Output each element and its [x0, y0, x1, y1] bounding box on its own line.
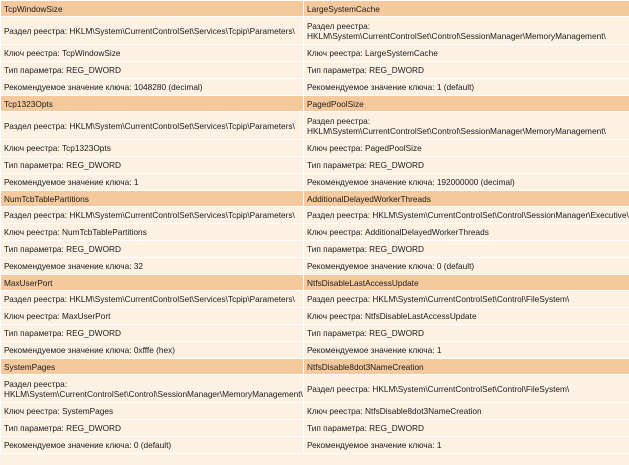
parameter-detail-left: Ключ реестра: TcpWindowSize	[1, 45, 304, 62]
parameter-detail-row	[1, 45, 629, 62]
parameter-detail-right: Рекомендуемое значение ключа: 0 (default)	[304, 258, 629, 275]
parameter-detail-right: Тип параметра: REG_DWORD	[304, 420, 629, 437]
parameter-detail-row	[1, 342, 629, 359]
parameter-detail-left: Тип параметра: REG_DWORD	[1, 157, 304, 174]
parameter-detail-left: Раздел реестра: HKLM\System\CurrentControlSet\Services\Tcpip\Parameters\	[1, 291, 304, 308]
parameter-detail-row	[1, 17, 629, 45]
parameter-detail-right: Раздел реестра: HKLM\System\CurrentControlSet\Control\SessionManager\Executive\	[304, 207, 629, 224]
parameter-detail-right: Раздел реестра: HKLM\System\CurrentControlSet\Control\FileSystem\	[304, 291, 629, 308]
parameter-detail-row	[1, 157, 629, 174]
parameter-detail-right: Тип параметра: REG_DWORD	[304, 241, 629, 258]
parameter-name-left: TcpWindowSize	[1, 1, 304, 17]
parameter-detail-left: Ключ реестра: Tcp1323Opts	[1, 140, 304, 157]
parameter-detail-left: Тип параметра: REG_DWORD	[1, 62, 304, 79]
parameter-header-row	[1, 1, 629, 17]
parameter-detail-right: Ключ реестра: PagedPoolSize	[304, 140, 629, 157]
parameter-detail-row	[1, 258, 629, 275]
parameter-detail-row	[1, 420, 629, 437]
parameter-detail-left: Тип параметра: REG_DWORD	[1, 420, 304, 437]
parameter-detail-row	[1, 241, 629, 258]
parameter-detail-right: Ключ реестра: NtfsDisable8dot3NameCreation	[304, 403, 629, 420]
parameter-detail-row	[1, 174, 629, 191]
registry-table-body	[1, 1, 629, 454]
parameter-detail-left: Раздел реестра: HKLM\System\CurrentControlSet\Services\Tcpip\Parameters\	[1, 207, 304, 224]
parameter-detail-left: Рекомендуемое значение ключа: 0xfffe (hex)	[1, 342, 304, 359]
parameter-detail-right: Ключ реестра: NtfsDisableLastAccessUpdate	[304, 308, 629, 325]
parameter-name-right: NtfsDisableLastAccessUpdate	[304, 275, 629, 291]
parameter-detail-right: Ключ реестра: AdditionalDelayedWorkerThreads	[304, 224, 629, 241]
parameter-detail-left: Тип параметра: REG_DWORD	[1, 325, 304, 342]
parameter-detail-right: Рекомендуемое значение ключа: 192000000 (decimal)	[304, 174, 629, 191]
parameter-name-left: MaxUserPort	[1, 275, 304, 291]
parameter-header-row	[1, 96, 629, 112]
parameter-detail-left: Ключ реестра: NumTcbTablePartitions	[1, 224, 304, 241]
parameter-detail-left: Тип параметра: REG_DWORD	[1, 241, 304, 258]
parameter-detail-row	[1, 62, 629, 79]
parameter-detail-left: Рекомендуемое значение ключа: 0 (default)	[1, 437, 304, 454]
parameter-detail-left: Раздел реестра: HKLM\System\CurrentControlSet\Services\Tcpip\Parameters\	[1, 112, 304, 140]
parameter-detail-right: Рекомендуемое значение ключа: 1 (default)	[304, 79, 629, 96]
parameter-detail-row	[1, 325, 629, 342]
parameter-detail-right: Раздел реестра: HKLM\System\CurrentControlSet\Control\SessionManager\MemoryManagement\	[304, 112, 629, 140]
parameter-detail-row	[1, 437, 629, 454]
parameter-name-left: SystemPages	[1, 359, 304, 375]
parameter-header-row	[1, 359, 629, 375]
parameter-detail-row	[1, 140, 629, 157]
parameter-name-right: NtfsDisable8dot3NameCreation	[304, 359, 629, 375]
parameter-detail-right: Рекомендуемое значение ключа: 1	[304, 437, 629, 454]
parameter-header-row	[1, 191, 629, 207]
parameter-detail-left: Ключ реестра: SystemPages	[1, 403, 304, 420]
parameter-detail-row	[1, 308, 629, 325]
parameter-detail-left: Рекомендуемое значение ключа: 1048280 (decimal)	[1, 79, 304, 96]
parameter-detail-right: Рекомендуемое значение ключа: 1	[304, 342, 629, 359]
parameter-detail-row	[1, 375, 629, 403]
parameter-detail-row	[1, 79, 629, 96]
parameter-detail-right: Тип параметра: REG_DWORD	[304, 62, 629, 79]
parameter-name-left: Tcp1323Opts	[1, 96, 304, 112]
parameter-name-left: NumTcbTablePartitions	[1, 191, 304, 207]
parameter-detail-row	[1, 224, 629, 241]
parameter-name-right: PagedPoolSize	[304, 96, 629, 112]
parameter-detail-left: Ключ реестра: MaxUserPort	[1, 308, 304, 325]
parameter-detail-left: Раздел реестра: HKLM\System\CurrentControlSet\Control\SessionManager\MemoryManagement\	[1, 375, 304, 403]
parameter-detail-left: Рекомендуемое значение ключа: 32	[1, 258, 304, 275]
parameter-detail-left: Раздел реестра: HKLM\System\CurrentControlSet\Services\Tcpip\Parameters\	[1, 17, 304, 45]
parameter-detail-right: Раздел реестра: HKLM\System\CurrentControlSet\Control\SessionManager\MemoryManagement\	[304, 17, 629, 45]
parameter-detail-left: Рекомендуемое значение ключа: 1	[1, 174, 304, 191]
parameter-detail-right: Ключ реестра: LargeSystemCache	[304, 45, 629, 62]
parameter-detail-right: Тип параметра: REG_DWORD	[304, 157, 629, 174]
parameter-detail-right: Тип параметра: REG_DWORD	[304, 325, 629, 342]
parameter-name-right: LargeSystemCache	[304, 1, 629, 17]
parameter-name-right: AdditionalDelayedWorkerThreads	[304, 191, 629, 207]
parameter-detail-row	[1, 291, 629, 308]
parameter-detail-row	[1, 112, 629, 140]
parameter-detail-row	[1, 403, 629, 420]
parameter-detail-row	[1, 207, 629, 224]
parameter-header-row	[1, 275, 629, 291]
parameter-detail-right: Раздел реестра: HKLM\System\CurrentControlSet\Control\FileSystem\	[304, 375, 629, 403]
